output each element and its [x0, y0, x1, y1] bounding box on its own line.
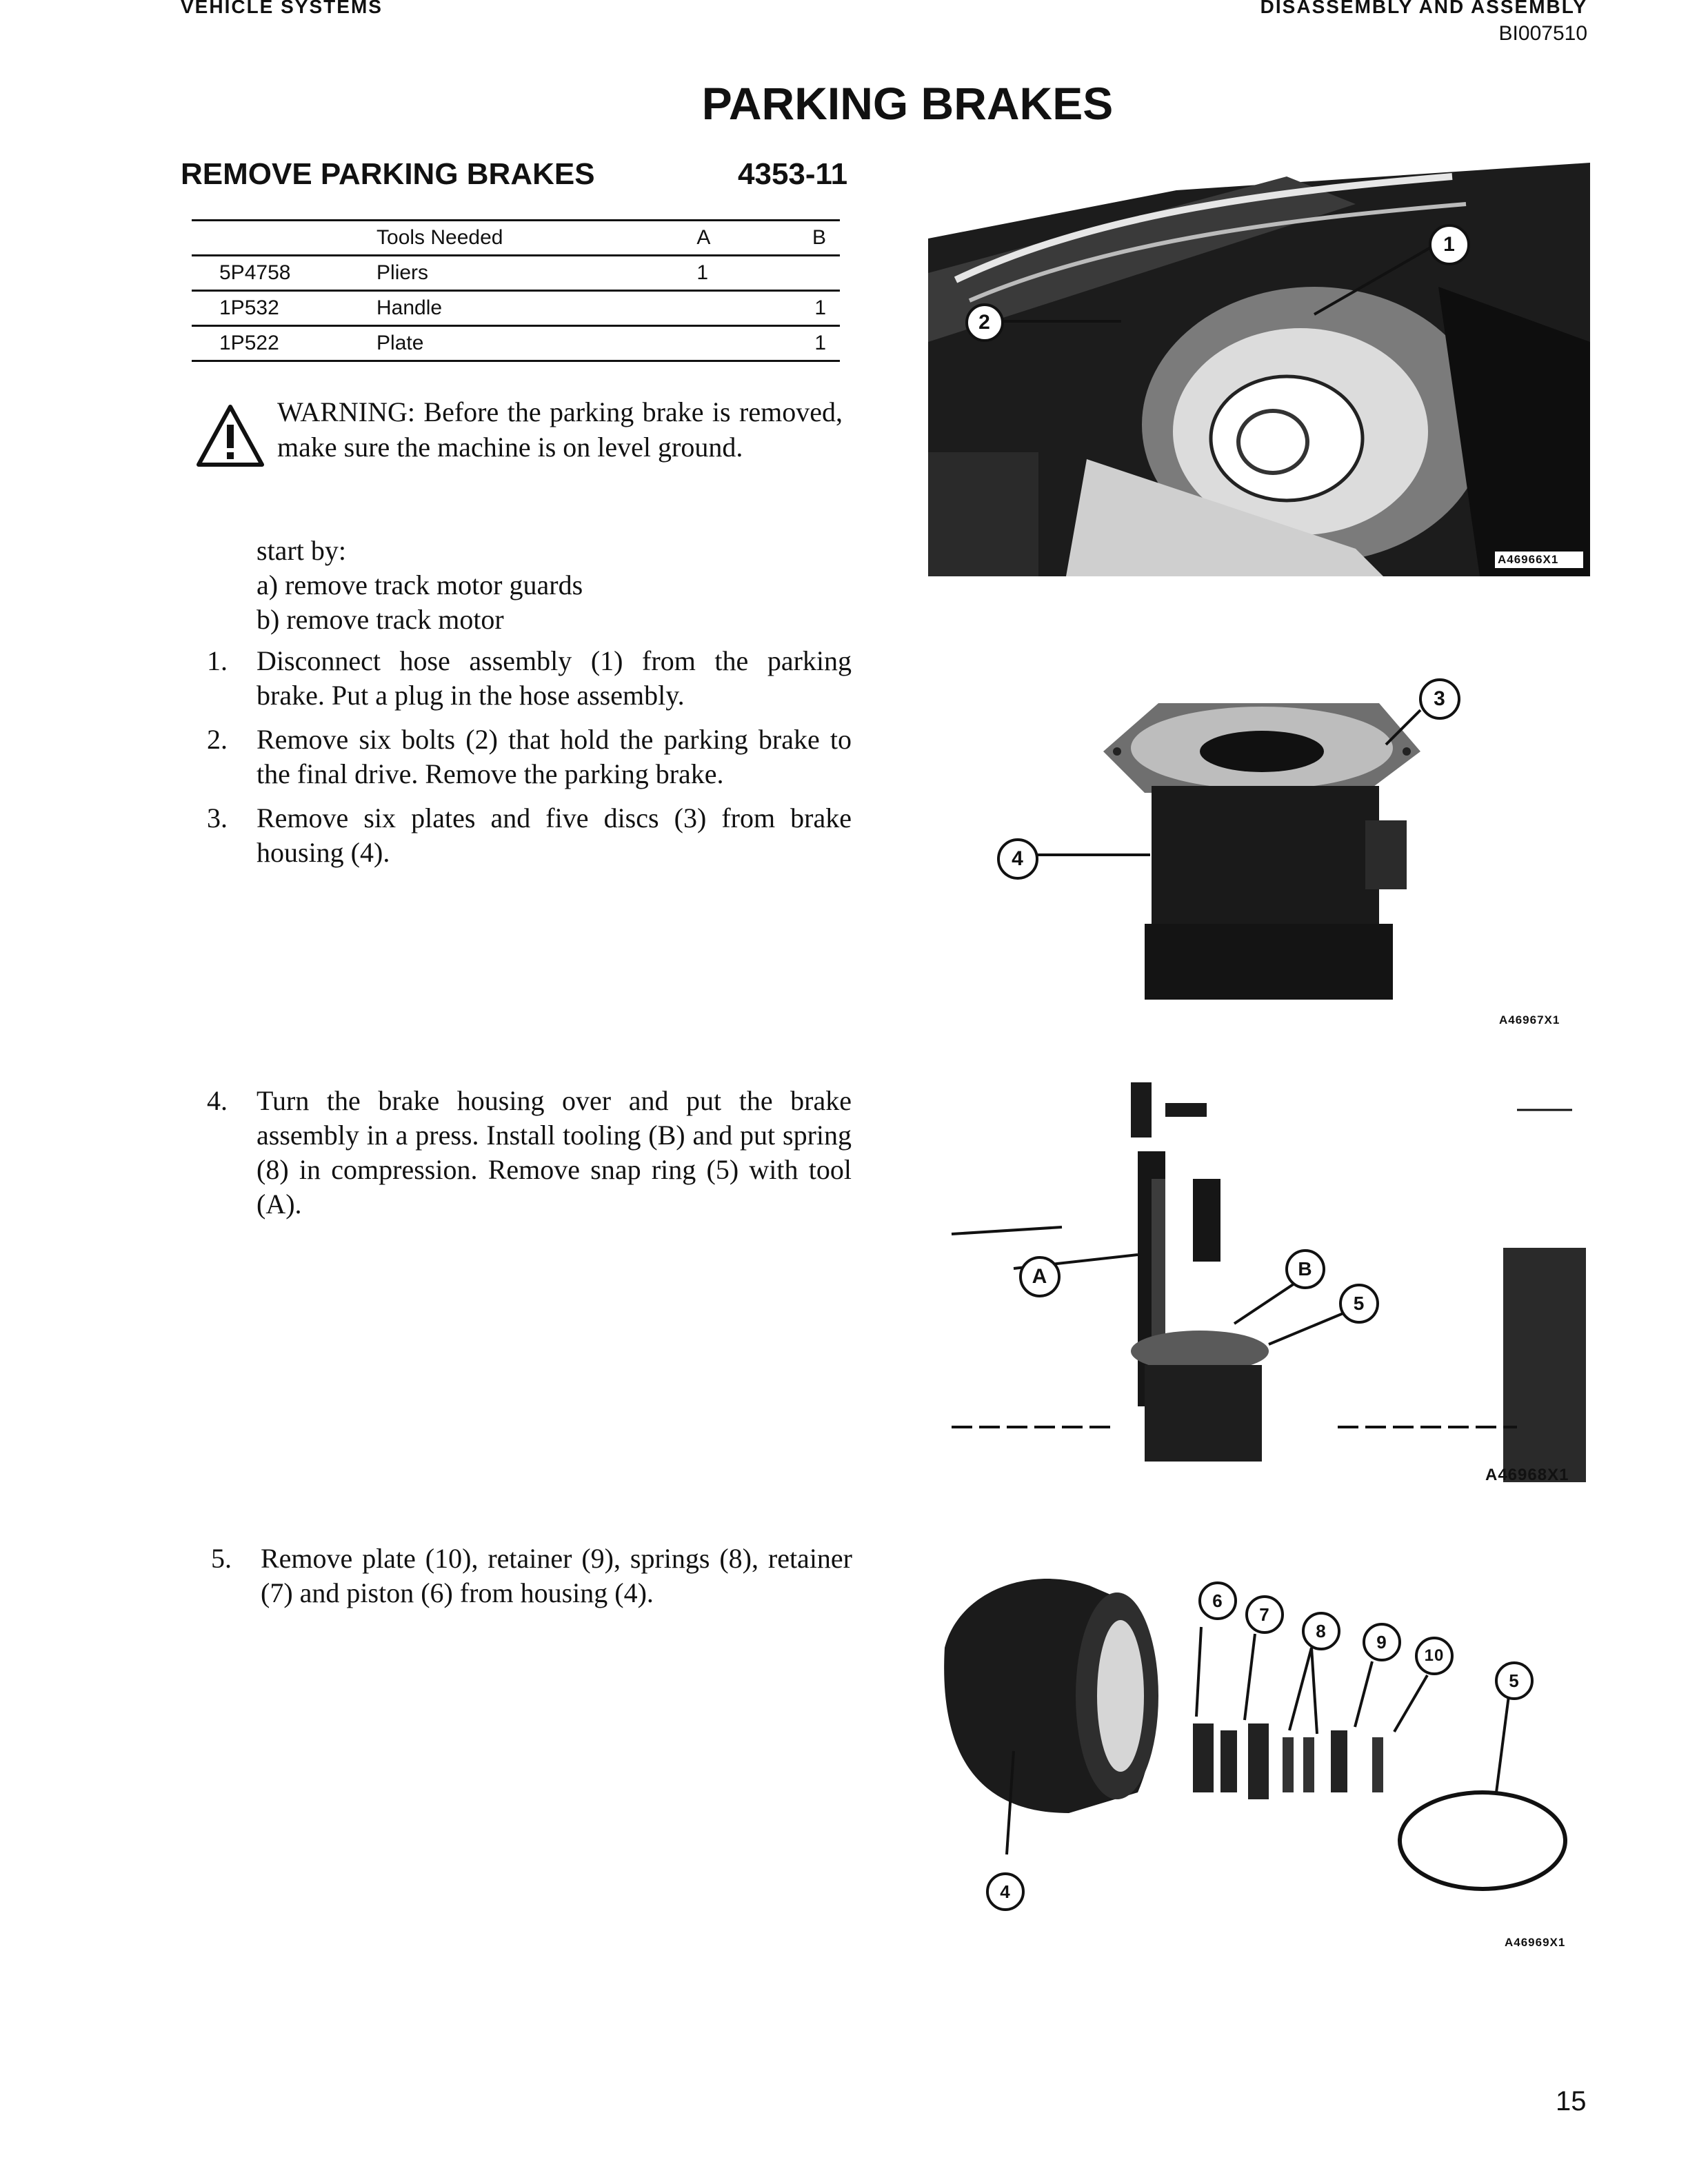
start-by-label: start by:	[257, 535, 346, 566]
callout-marker: 9	[1363, 1623, 1401, 1661]
step-1	[207, 644, 852, 713]
step-2	[207, 722, 852, 791]
table-header-cell: B	[812, 226, 826, 249]
page-number: 15	[1556, 2086, 1587, 2116]
callout-marker: 6	[1198, 1581, 1237, 1620]
table-row	[192, 291, 840, 326]
figure-id-label: A46966X1	[1498, 553, 1559, 566]
start-by-item: a) remove track motor guards	[257, 569, 583, 600]
header-section-name: VEHICLE SYSTEMS	[181, 0, 383, 17]
callout-marker: 4	[986, 1872, 1025, 1911]
figure-id-label: A46968X1	[1485, 1466, 1569, 1484]
warning-triangle-icon	[196, 404, 265, 467]
step-4	[207, 1084, 852, 1222]
callout-marker: 5	[1339, 1284, 1379, 1324]
qty-a-cell: 1	[696, 261, 708, 284]
steps-group-1	[207, 644, 852, 880]
figure-id-label: A46967X1	[1499, 1013, 1560, 1027]
figure-id-label: A46969X1	[1505, 1936, 1566, 1949]
figure-2-callout-lines	[993, 682, 1545, 889]
tools-table	[192, 219, 840, 362]
steps-group-2	[207, 1084, 852, 1231]
step-text: Remove plate (10), retainer (9), springs (8), retainer (7) and piston (6) from housing (4).	[261, 1543, 852, 1608]
steps-group-3	[211, 1541, 852, 1620]
qty-a-cell	[696, 326, 765, 361]
tool-name-cell: Pliers	[376, 261, 429, 284]
table-row	[192, 326, 840, 361]
part-number-cell: 5P4758	[219, 261, 291, 284]
figure-1-callout-lines	[928, 163, 1590, 576]
callout-marker: 3	[1419, 678, 1460, 720]
part-number-cell: 1P532	[219, 296, 279, 319]
step-text: Turn the brake housing over and put the brake assembly in a press. Install tooling (B) and put spring (8) in compression. Remove snap ring (5) with tool (A).	[257, 1085, 852, 1220]
section-title: REMOVE PARKING BRAKES	[181, 157, 595, 191]
step-number: 5.	[211, 1543, 232, 1574]
warning-text: WARNING: Before the parking brake is removed, make sure the machine is on level ground.	[277, 396, 843, 463]
callout-marker: 10	[1415, 1637, 1454, 1675]
callout-marker: 1	[1429, 224, 1470, 265]
table-header-cell: Tools Needed	[376, 226, 503, 249]
step-5	[211, 1541, 852, 1610]
tools-table-header	[192, 221, 840, 256]
step-text: Remove six bolts (2) that hold the parking brake to the final drive. Remove the parking brake.	[257, 724, 852, 789]
start-by-item: b) remove track motor	[257, 604, 504, 635]
callout-marker: 8	[1302, 1612, 1340, 1650]
callout-marker: 7	[1245, 1595, 1284, 1634]
header-chapter-name: DISASSEMBLY AND ASSEMBLY	[1260, 0, 1587, 17]
table-header-cell: A	[696, 226, 711, 249]
step-number: 1.	[207, 645, 228, 676]
section-code: 4353-11	[738, 157, 848, 191]
callout-marker: 5	[1495, 1661, 1534, 1700]
qty-b-cell	[765, 256, 840, 291]
document-code: BI007510	[1498, 22, 1587, 45]
table-header-cell	[192, 221, 376, 256]
step-3	[207, 801, 852, 870]
callout-marker: B	[1285, 1249, 1325, 1289]
tool-name-cell: Plate	[376, 332, 424, 354]
start-by-block	[257, 534, 850, 637]
callout-marker: 2	[965, 303, 1004, 342]
step-number: 3.	[207, 802, 228, 833]
qty-b-cell: 1	[814, 296, 826, 319]
step-number: 2.	[207, 724, 228, 755]
tool-name-cell: Handle	[376, 296, 443, 319]
callout-marker: A	[1019, 1256, 1061, 1297]
table-row	[192, 256, 840, 291]
step-text: Disconnect hose assembly (1) from the parking brake. Put a plug in the hose assembly.	[257, 645, 852, 711]
part-number-cell: 1P522	[219, 332, 279, 354]
qty-b-cell: 1	[814, 332, 826, 354]
callout-marker: 4	[997, 838, 1038, 880]
qty-a-cell	[696, 291, 765, 326]
page-title: PARKING BRAKES	[701, 78, 1114, 129]
step-number: 4.	[207, 1085, 228, 1116]
step-text: Remove six plates and five discs (3) from brake housing (4).	[257, 802, 852, 868]
